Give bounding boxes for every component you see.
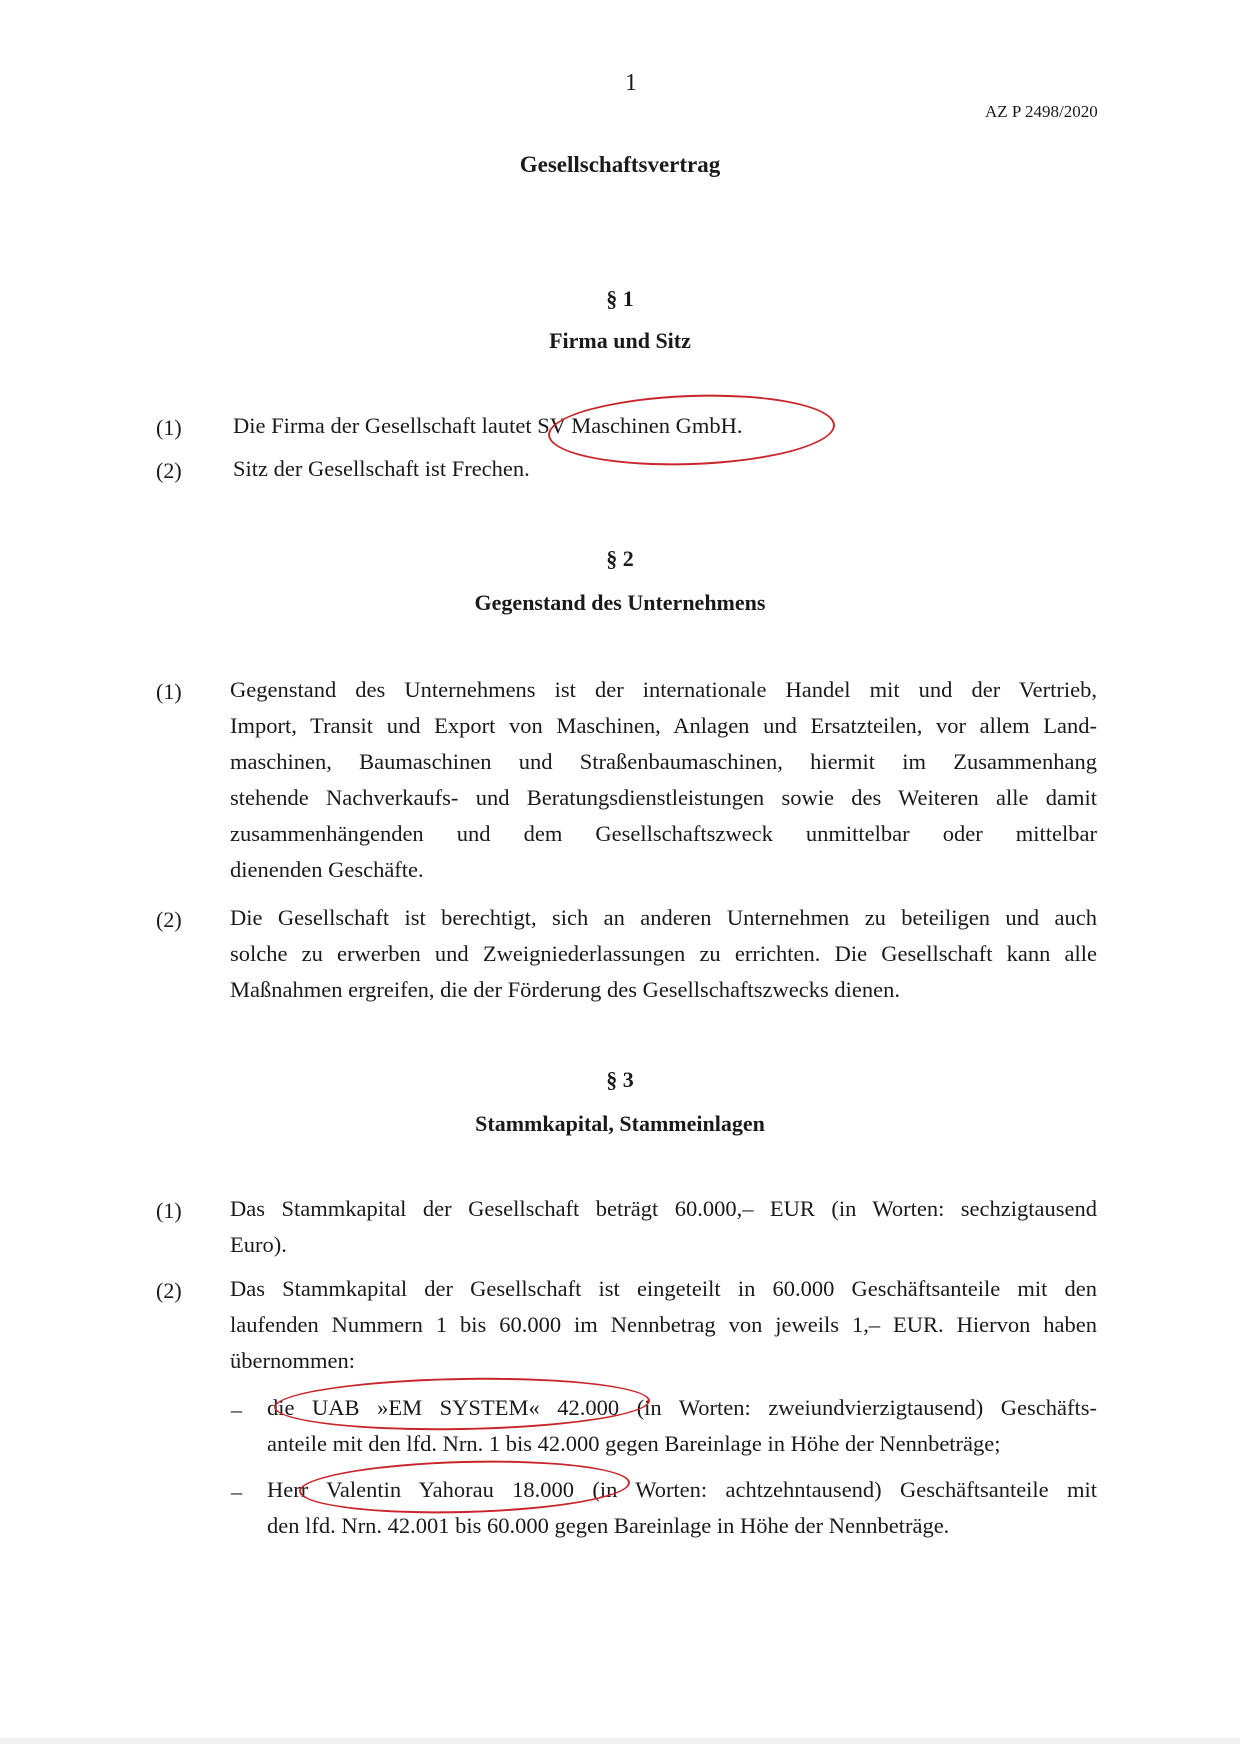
bullet-dash: –: [231, 1397, 242, 1422]
text-line: Herr Valentin Yahorau 18.000 (in Worten: achtzehntausend) Geschäftsanteile mit: [267, 1477, 1097, 1502]
s1-item-1-text: Die Firma der Gesellschaft lautet SV Maschinen GmbH.: [233, 413, 743, 438]
text-line: anteile mit den lfd. Nrn. 1 bis 42.000 gegen Bareinlage in Höhe der Nennbeträge;: [267, 1431, 1001, 1456]
reference-number: AZ P 2498/2020: [985, 102, 1098, 121]
text-line: stehende Nachverkaufs- und Beratungsdienstleistungen sowie des Weiteren alle damit: [230, 785, 1097, 810]
s3-bullet-2-text: [267, 1472, 1097, 1544]
s2-item-2-text: [230, 900, 1097, 1008]
text-line: Euro).: [230, 1232, 287, 1257]
document-title: Gesellschaftsvertrag: [519, 152, 721, 177]
section-3-number: § 3: [606, 1067, 634, 1092]
text-line: Gegenstand des Unternehmens ist der internationale Handel mit und der Vertrieb,: [230, 677, 1097, 702]
text-line: laufenden Nummern 1 bis 60.000 im Nennbetrag von jeweils 1,– EUR. Hiervon haben: [230, 1312, 1097, 1337]
text-line: übernommen:: [230, 1348, 355, 1373]
text-line: maschinen, Baumaschinen und Straßenbaumaschinen, hiermit im Zusammenhang: [230, 749, 1097, 774]
text-line: Maßnahmen ergreifen, die der Förderung des Gesellschaftszwecks dienen.: [230, 977, 900, 1002]
text-line: Das Stammkapital der Gesellschaft beträgt 60.000,– EUR (in Worten: sechzigtausend: [230, 1196, 1097, 1221]
page-bottom-edge: [0, 1738, 1240, 1744]
s1-item-2-text: Sitz der Gesellschaft ist Frechen.: [233, 456, 530, 481]
bullet-dash: –: [231, 1479, 242, 1504]
page-number: 1: [625, 70, 637, 96]
s3-bullet-1-text: [267, 1390, 1097, 1462]
text-line: die UAB »EM SYSTEM« 42.000 (in Worten: zweiundvierzigtausend) Geschäfts-: [267, 1395, 1097, 1420]
section-2-number: § 2: [606, 546, 634, 571]
s3-item-2-num: (2): [156, 1278, 182, 1303]
s3-item-2-text: [230, 1271, 1097, 1379]
s1-item-1-num: (1): [156, 415, 182, 440]
s2-item-2-num: (2): [156, 907, 182, 932]
s1-item-2-num: (2): [156, 458, 182, 483]
s2-item-1-num: (1): [156, 679, 182, 704]
text-line: solche zu erwerben und Zweigniederlassungen zu errichten. Die Gesellschaft kann alle: [230, 941, 1097, 966]
s3-item-1-text: [230, 1191, 1097, 1263]
s3-item-1-num: (1): [156, 1198, 182, 1223]
text-line: Die Gesellschaft ist berechtigt, sich an anderen Unternehmen zu beteiligen und auch: [230, 905, 1097, 930]
text-line: Import, Transit und Export von Maschinen, Anlagen und Ersatzteilen, vor allem Land-: [230, 713, 1097, 738]
section-3-title: Stammkapital, Stammeinlagen: [475, 1111, 765, 1136]
text-line: zusammenhängenden und dem Gesellschaftszweck unmittelbar oder mittelbar: [230, 821, 1097, 846]
text-line: Das Stammkapital der Gesellschaft ist eingeteilt in 60.000 Geschäftsanteile mit den: [230, 1276, 1097, 1301]
section-1-number: § 1: [606, 286, 634, 311]
text-line: dienenden Geschäfte.: [230, 857, 424, 882]
s2-item-1-text: [230, 672, 1097, 888]
text-line: den lfd. Nrn. 42.001 bis 60.000 gegen Bareinlage in Höhe der Nennbeträge.: [267, 1513, 950, 1538]
section-2-title: Gegenstand des Unternehmens: [474, 590, 766, 615]
section-1-title: Firma und Sitz: [549, 328, 691, 353]
